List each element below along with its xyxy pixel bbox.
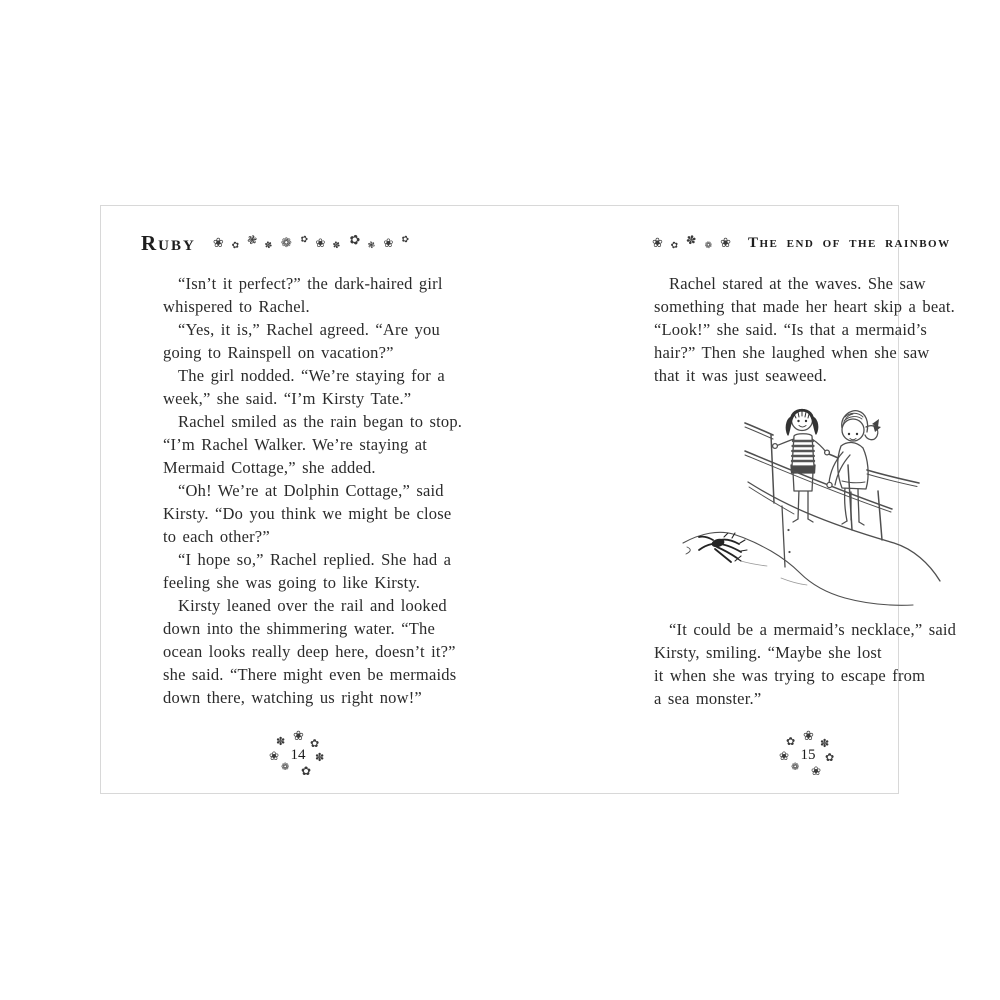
right-text-column-top xyxy=(654,272,955,387)
text-line: Kirsty leaned over the rail and looked xyxy=(178,596,447,615)
flower-icon: ❁ xyxy=(791,762,800,773)
chapter-title-ruby: Ruby xyxy=(141,230,196,255)
flower-icon: ❁ xyxy=(280,235,292,251)
flower-icon: ✿ xyxy=(301,764,312,778)
text-line: ocean looks really deep here, doesn’t it?” xyxy=(163,642,456,661)
text-line: hair?” Then she laughed when she saw xyxy=(654,343,930,362)
hand xyxy=(827,482,832,487)
flower-icon: ✿ xyxy=(786,735,796,748)
text-line: it when she was trying to escape from xyxy=(654,666,926,685)
text-line: to each other?” xyxy=(163,527,270,546)
hand xyxy=(773,444,778,449)
flower-icon: ✽ xyxy=(684,231,699,249)
text-line: down there, watching us right now!” xyxy=(163,688,422,707)
flower-icon: ✿ xyxy=(347,231,362,249)
text-line: Rachel stared at the waves. She saw xyxy=(669,274,926,293)
flower-icon: ❀ xyxy=(779,749,790,763)
text-line: “Look!” she said. “Is that a mermaid’s xyxy=(654,320,927,339)
text-line: “Isn’t it perfect?” the dark-haired girl xyxy=(178,274,443,293)
text-line: Kirsty. “Do you think we might be close xyxy=(163,504,452,523)
right-page xyxy=(501,206,957,793)
flower-icon: ❀ xyxy=(811,764,822,778)
left-page xyxy=(101,206,501,793)
text-line: Rachel smiled as the rain began to stop. xyxy=(178,412,463,431)
text-line: something that made her heart skip a beat. xyxy=(654,297,955,316)
text-line: “I hope so,” Rachel replied. She had a xyxy=(178,550,452,569)
text-line: The girl nodded. “We’re staying for a xyxy=(178,366,445,385)
seaweed xyxy=(699,533,747,562)
flower-icon: ❀ xyxy=(803,729,814,744)
left-page-header xyxy=(141,229,413,257)
chapter-title-end-of-rainbow: The end of the rainbow xyxy=(747,234,951,251)
flower-icon: ❀ xyxy=(315,236,326,250)
page-number-medallion xyxy=(773,730,843,782)
page-number-medallion xyxy=(263,730,333,782)
flower-icon: ❀ xyxy=(383,236,394,250)
text-line: “Oh! We’re at Dolphin Cottage,” said xyxy=(178,481,444,500)
dark-haired-girl xyxy=(776,410,826,523)
text-line: Kirsty, smiling. “Maybe she lost xyxy=(654,643,882,662)
flower-icon: ❁ xyxy=(703,239,713,252)
hand xyxy=(825,450,830,455)
flower-icon: ❀ xyxy=(652,235,663,251)
flower-icon: ❀ xyxy=(293,729,304,744)
page-number: 14 xyxy=(290,747,306,763)
text-line: that it was just seaweed. xyxy=(654,366,827,385)
flower-icon: ✽ xyxy=(820,737,830,750)
flower-icon: ❃ xyxy=(366,239,377,252)
pier-illustration xyxy=(661,391,991,611)
flower-icon: ✽ xyxy=(332,239,342,252)
flower-icon: ❁ xyxy=(281,762,290,773)
flower-ornament-row xyxy=(648,231,735,252)
pier-illustration-svg xyxy=(661,391,991,611)
text-line: whispered to Rachel. xyxy=(163,297,310,316)
text-line: a sea monster.” xyxy=(654,689,762,708)
text-line: “I’m Rachel Walker. We’re staying at xyxy=(163,435,428,454)
right-page-header xyxy=(648,229,951,257)
flower-icon: ✿ xyxy=(310,737,320,750)
text-line: going to Rainspell on vacation?” xyxy=(163,343,394,362)
text-line: week,” she said. “I’m Kirsty Tate.” xyxy=(163,389,412,408)
book-spread xyxy=(100,205,957,794)
flower-icon: ✽ xyxy=(276,735,286,748)
flower-icon: ✽ xyxy=(264,239,274,252)
text-line: “Yes, it is,” Rachel agreed. “Are you xyxy=(178,320,440,339)
flower-icon: ✿ xyxy=(230,239,241,252)
text-line: down into the shimmering water. “The xyxy=(163,619,435,638)
flower-icon: ✿ xyxy=(298,233,309,246)
flower-icon: ✿ xyxy=(669,239,680,252)
text-line: she said. “There might even be mermaids xyxy=(163,665,457,684)
page-number: 15 xyxy=(800,747,816,763)
flower-icon: ❀ xyxy=(269,749,280,763)
right-text-column-bottom xyxy=(654,618,956,710)
text-line: feeling she was going to like Kirsty. xyxy=(163,573,421,592)
text-line: Mermaid Cottage,” she added. xyxy=(163,458,376,477)
flower-icon: ❃ xyxy=(245,231,260,249)
flower-ornament-row xyxy=(209,231,413,252)
text-line: “It could be a mermaid’s necklace,” said xyxy=(669,620,957,639)
ponytail-girl xyxy=(829,411,881,525)
left-text-column xyxy=(163,272,462,709)
flower-icon: ✽ xyxy=(315,751,325,764)
flower-icon: ✿ xyxy=(400,233,411,246)
flower-icon: ❀ xyxy=(720,235,731,251)
flower-icon: ✿ xyxy=(825,751,835,764)
flower-icon: ❀ xyxy=(212,235,224,251)
